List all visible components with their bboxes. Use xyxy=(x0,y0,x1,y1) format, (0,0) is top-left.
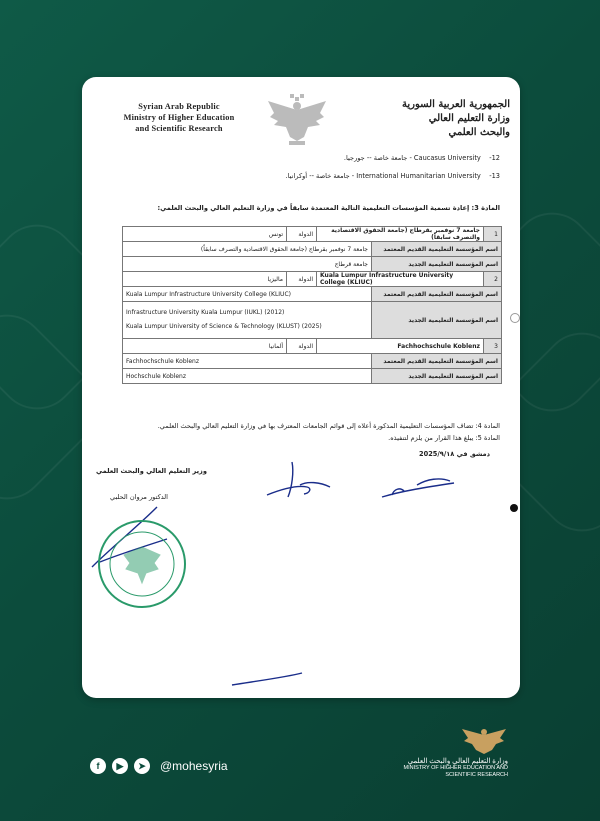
old-name-label: اسم المؤسسة التعليمية القديم المعتمد xyxy=(372,242,502,257)
row-title: جامعة 7 نوفمبر بقرطاج (جامعة الحقوق الاقتصادية والتصرف سابقاً) xyxy=(317,227,484,242)
footer-ar: وزارة التعليم العالي والبحث العلمي xyxy=(407,758,508,765)
list-number: 12- xyxy=(489,154,500,162)
country-value: ألمانيا xyxy=(123,339,287,354)
row-title: Fachhochschule Koblenz xyxy=(317,339,484,354)
new-name-value: جامعة قرطاج xyxy=(123,257,372,272)
country-label: الدولة xyxy=(287,227,317,242)
footer-en: MINISTRY OF HIGHER EDUCATION AND xyxy=(403,765,508,771)
list-number: 13- xyxy=(489,172,500,180)
date-line: دمشق في 2025/٩/١٨ xyxy=(419,450,490,458)
facebook-icon[interactable]: f xyxy=(90,758,106,774)
minister-title: وزير التعليم العالي والبحث العلمي xyxy=(96,467,207,475)
header-ar-line: الجمهورية العربية السورية xyxy=(402,99,510,110)
signature-stroke xyxy=(232,673,302,685)
new-name-label: اسم المؤسسة التعليمية الجديد xyxy=(372,257,502,272)
article-5: المادة 5: يبلغ هذا القرار من يلزم لتنفيذه. xyxy=(388,434,500,442)
signature-stroke xyxy=(267,462,330,497)
new-name-label: اسم المؤسسة التعليمية الجديد xyxy=(372,302,502,339)
ministry-logo-icon xyxy=(460,724,508,758)
row-number: 2 xyxy=(484,272,502,287)
country-label: الدولة xyxy=(287,272,317,287)
new-name-line: Kuala Lumpur University of Science & Technology (KLUST) (2025) xyxy=(126,323,322,330)
header-en-line: Syrian Arab Republic xyxy=(138,102,220,111)
list-text: International Humanitarian University - جامعة خاصة -- أوكرانيا. xyxy=(285,172,481,180)
official-stamp xyxy=(99,521,185,607)
youtube-icon[interactable]: ▶ xyxy=(112,758,128,774)
new-name-value: Hochschule Koblenz xyxy=(123,369,372,384)
minister-name: الدكتور مروان الحلبي xyxy=(110,493,169,501)
old-name-value: Kuala Lumpur Infrastructure University College (KLIUC) xyxy=(123,287,372,302)
signatures xyxy=(82,77,520,698)
signature-stroke xyxy=(382,479,454,497)
row-title: Kuala Lumpur Infrastructure University College (KLIUC) xyxy=(317,272,484,287)
old-name-value: جامعة 7 نوفمبر بقرطاج (جامعة الحقوق الاقتصادية والتصرف سابقاً) xyxy=(123,242,372,257)
article-4: المادة 4: تضاف المؤسسات التعليمية المذكورة أعلاه إلى قوائم الجامعات المعترف بها في وزارة التعليم العالي والبحث العلمي. xyxy=(157,422,500,430)
social-handle[interactable]: @mohesyria xyxy=(160,759,228,773)
old-name-label: اسم المؤسسة التعليمية القديم المعتمد xyxy=(372,287,502,302)
row-number: 1 xyxy=(484,227,502,242)
header-en-line: Ministry of Higher Education xyxy=(123,113,235,122)
footer-en: SCIENTIFIC RESEARCH xyxy=(445,772,508,778)
country-label: الدولة xyxy=(287,339,317,354)
telegram-icon[interactable]: ➤ xyxy=(134,758,150,774)
new-name-line: Infrastructure University Kuala Lumpur (IUKL) (2012) xyxy=(126,309,285,316)
country-value: تونس xyxy=(123,227,287,242)
new-name-label: اسم المؤسسة التعليمية الجديد xyxy=(372,369,502,384)
header-ar-line: وزارة التعليم العالي xyxy=(428,113,510,124)
social-bar xyxy=(90,758,228,774)
document-page xyxy=(82,77,520,698)
footer-text xyxy=(358,758,508,779)
old-name-label: اسم المؤسسة التعليمية القديم المعتمد xyxy=(372,354,502,369)
dot-marker xyxy=(510,313,520,323)
row-number: 3 xyxy=(484,339,502,354)
header-ar-line: والبحث العلمي xyxy=(448,127,510,138)
article-3-heading: المادة 3: إعادة تسمية المؤسسات التعليمية التالية المعتمدة سابقاً في وزارة التعليم العالي والبحث العلمي: xyxy=(157,204,500,212)
header-en-line: and Scientific Research xyxy=(135,124,223,133)
dot-marker xyxy=(510,504,518,512)
old-name-value: Fachhochschule Koblenz xyxy=(123,354,372,369)
country-value: ماليزيا xyxy=(123,272,287,287)
list-text: Caucasus University - جامعة خاصة -- جورجيا. xyxy=(343,154,481,162)
